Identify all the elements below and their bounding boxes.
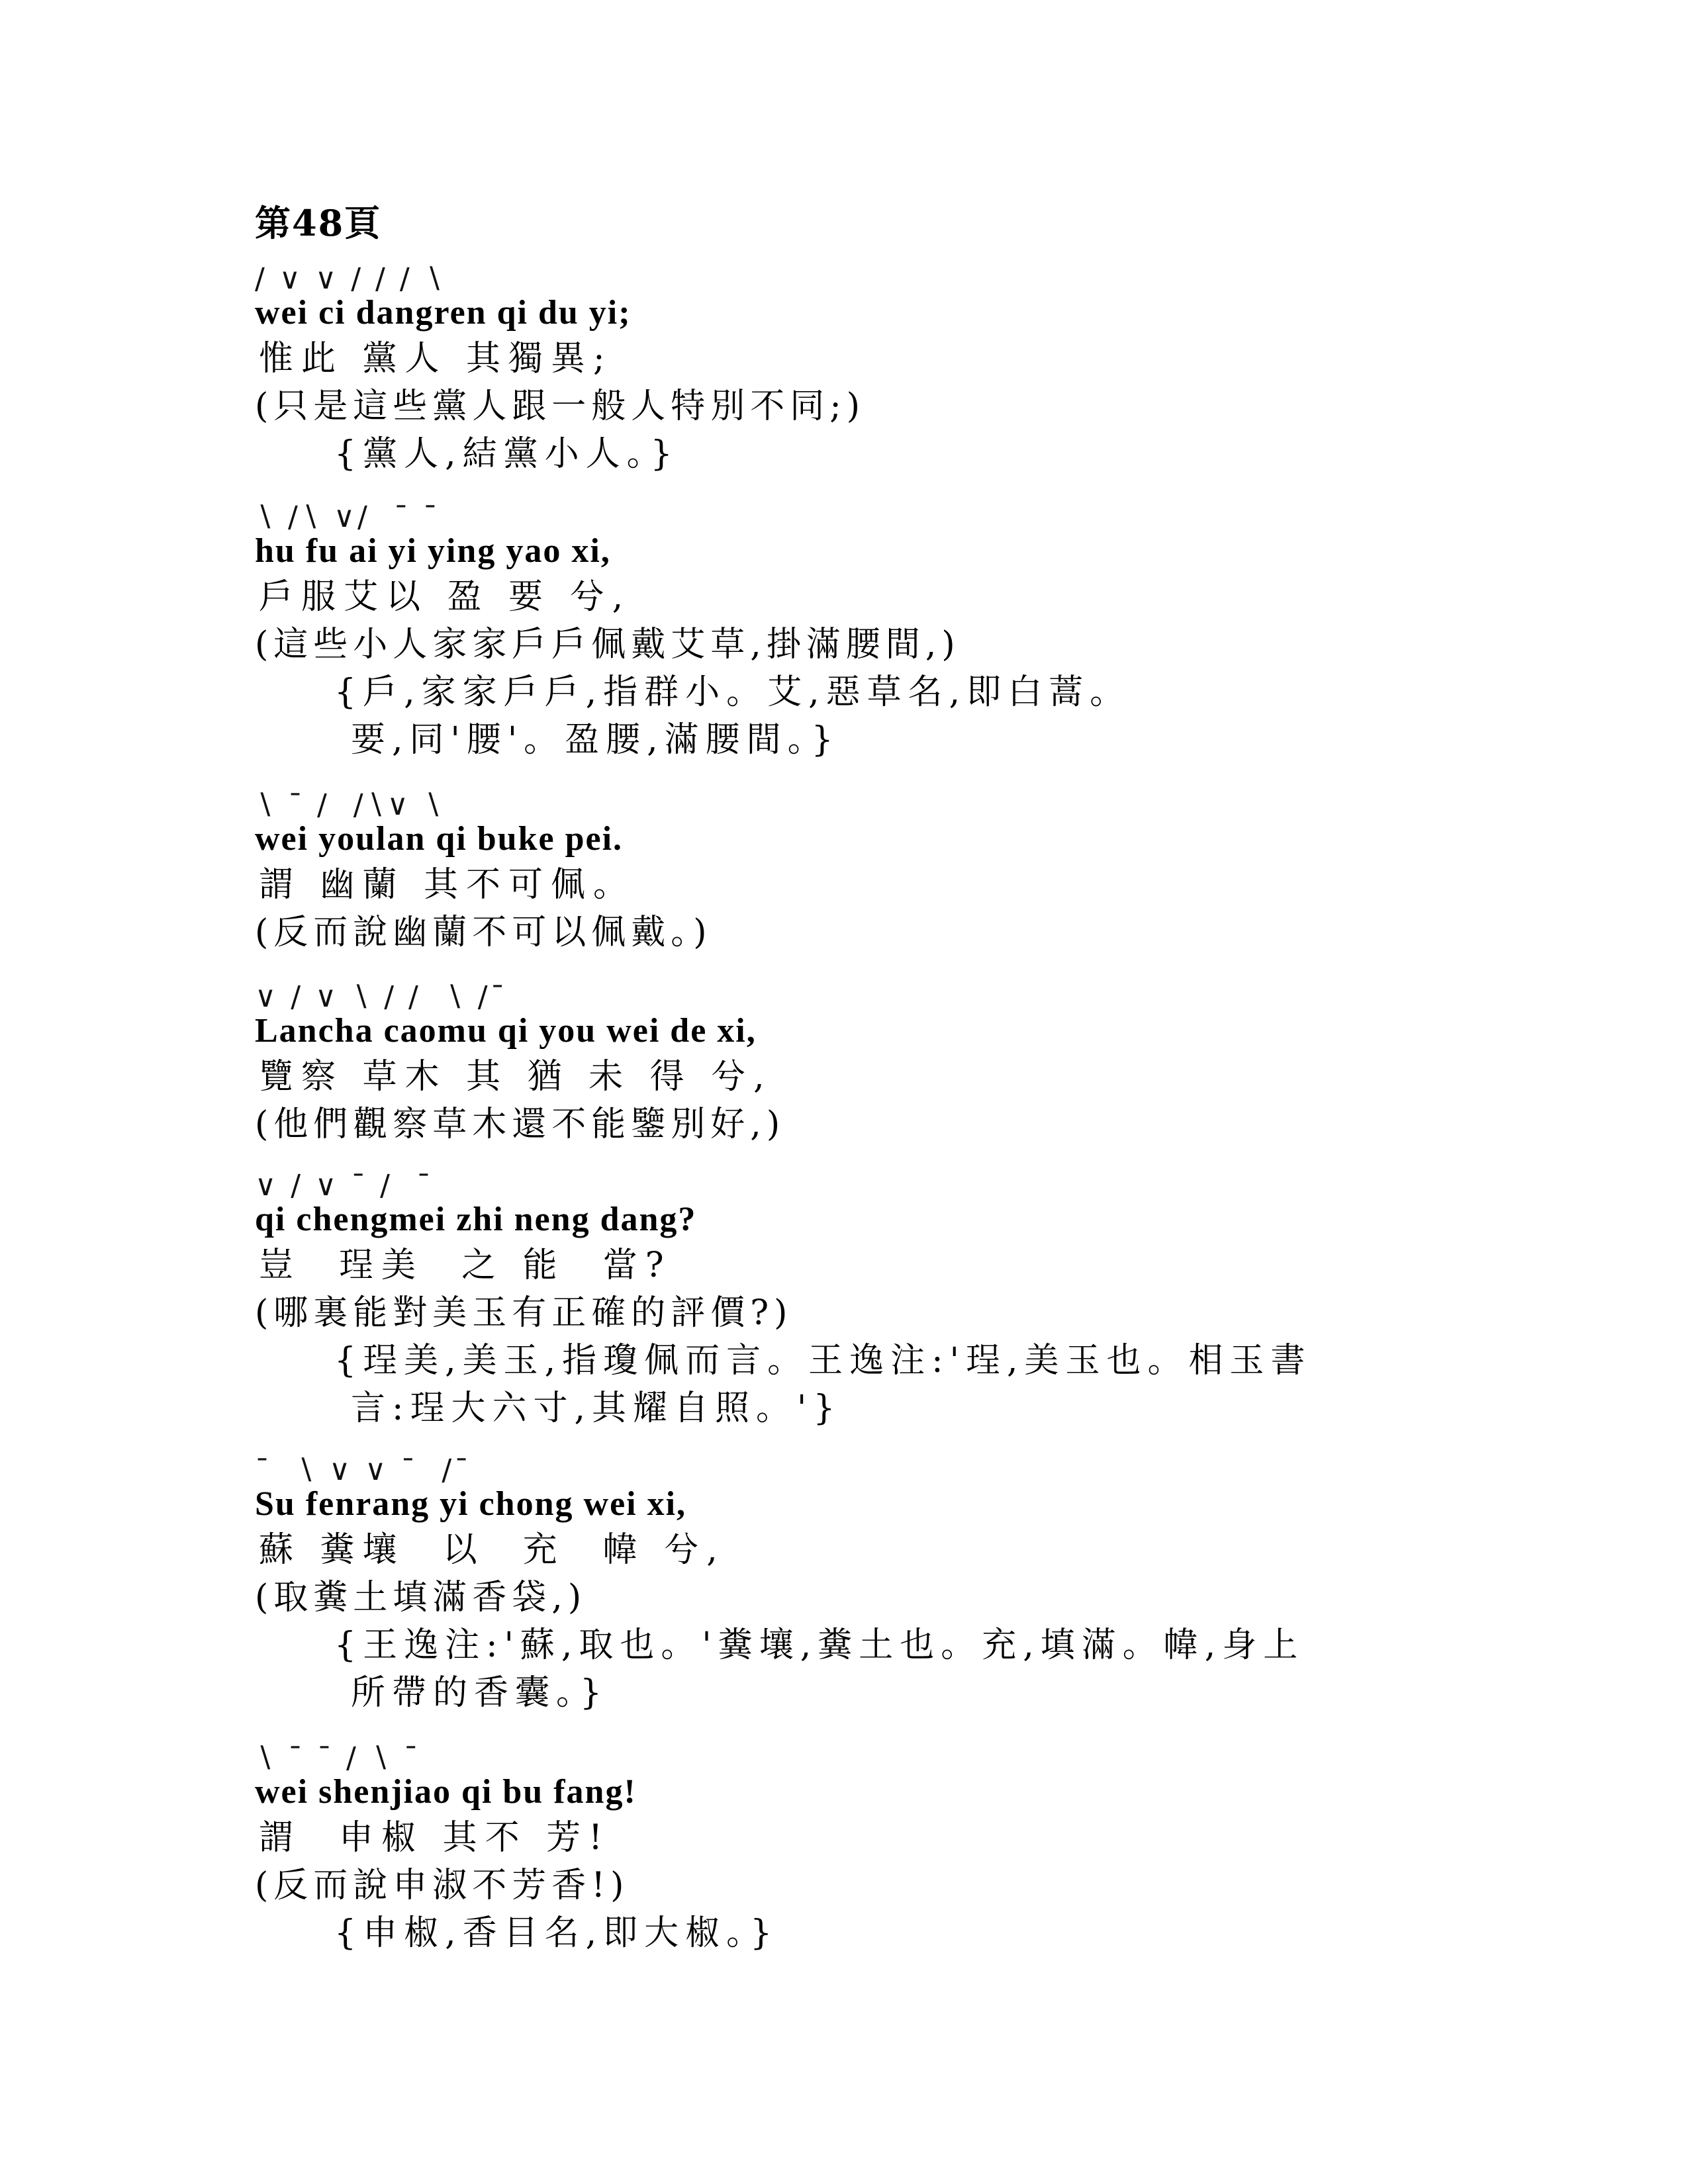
tone-marks: ∕ ∨ ∨ ∕ ∕ ∕ ∖ — [255, 262, 445, 296]
pinyin-line: wei shenjiao qi bu fang! — [255, 1773, 637, 1811]
chinese-line: 豈 珵美 之 能 當? — [259, 1246, 672, 1285]
translation-line: (這些小人家家戶戶佩戴艾草,掛滿腰間,) — [255, 625, 961, 664]
page-header: 第48頁 — [255, 202, 382, 244]
stanza-5 — [255, 1171, 1513, 1432]
annotation-line: 要,同'腰'。盈腰,滿腰間。} — [351, 720, 840, 760]
tone-marks: ∨ ∕ ∨ ∖ ∕ ∕ ∖ ∕¯ — [255, 980, 508, 1014]
chinese-line: 戶服艾以 盈 要 兮, — [259, 577, 632, 617]
annotation-line: {申椒,香目名,即大椒。} — [334, 1913, 779, 1953]
stanza-6 — [255, 1453, 1513, 1717]
translation-line: (只是這些黨人跟一般人特別不同;) — [255, 387, 866, 426]
stanza-1 — [255, 262, 1513, 478]
annotation-line: {珵美,美玉,指瓊佩而言。王逸注:'珵,美玉也。相玉書 — [334, 1341, 1312, 1381]
chinese-line: 惟此 黨人 其獨異; — [259, 339, 613, 379]
tone-marks: ∖ ∕∖ ∨∕ ¯ ¯ — [255, 500, 440, 534]
pinyin-line: wei ci dangren qi du yi; — [255, 294, 632, 332]
pinyin-line: wei youlan qi buke pei. — [255, 820, 624, 858]
translation-line: (他們觀察草木還不能鑒別好,) — [255, 1105, 786, 1144]
stanza-7 — [255, 1741, 1513, 1957]
annotation-line: 所帶的香囊。} — [351, 1673, 609, 1713]
chinese-line: 謂 申椒 其不 芳! — [259, 1818, 611, 1858]
annotation-line: {王逸注:'蘇,取也。'糞壤,糞土也。充,填滿。幃,身上 — [334, 1625, 1305, 1665]
translation-line: (反而說幽蘭不可以佩戴。) — [255, 913, 712, 952]
pinyin-line: hu fu ai yi ying yao xi, — [255, 532, 611, 570]
chinese-line: 謂 幽蘭 其不可佩。 — [259, 865, 636, 905]
tone-marks: ∨ ∕ ∨ ¯ ∕ ¯ — [255, 1169, 434, 1203]
stanza-2 — [255, 500, 1513, 764]
translation-line: (取糞土填滿香袋,) — [255, 1578, 587, 1617]
tone-marks: ∖ ¯ ¯ ∕ ∖ ¯ — [255, 1741, 421, 1775]
translation-line: (反而說申淑不芳香!) — [255, 1866, 630, 1905]
pinyin-line: qi chengmei zhi neng dang? — [255, 1201, 697, 1238]
annotation-line: {黨人,結黨小人。} — [334, 434, 679, 474]
pinyin-line: Lancha caomu qi you wei de xi, — [255, 1012, 757, 1050]
stanza-4 — [255, 980, 1513, 1148]
stanza-3 — [255, 788, 1513, 956]
translation-line: (哪裏能對美玉有正確的評價?) — [255, 1293, 793, 1333]
tone-marks: ∖ ¯ ∕ ∕∖∨ ∖ — [255, 788, 444, 822]
annotation-line: {戶,家家戶戶,指群小。艾,惡草名,即白蒿。 — [334, 672, 1131, 712]
chinese-line: 覽察 草木 其 猶 未 得 兮, — [259, 1057, 773, 1097]
annotation-line: 言:珵大六寸,其耀自照。'} — [351, 1388, 842, 1428]
tone-marks: ¯ ∖ ∨ ∨ ¯ ∕¯ — [255, 1453, 472, 1487]
chinese-line: 蘇 糞壤 以 充 幃 兮, — [259, 1530, 726, 1570]
pinyin-line: Su fenrang yi chong wei xi, — [255, 1485, 687, 1523]
